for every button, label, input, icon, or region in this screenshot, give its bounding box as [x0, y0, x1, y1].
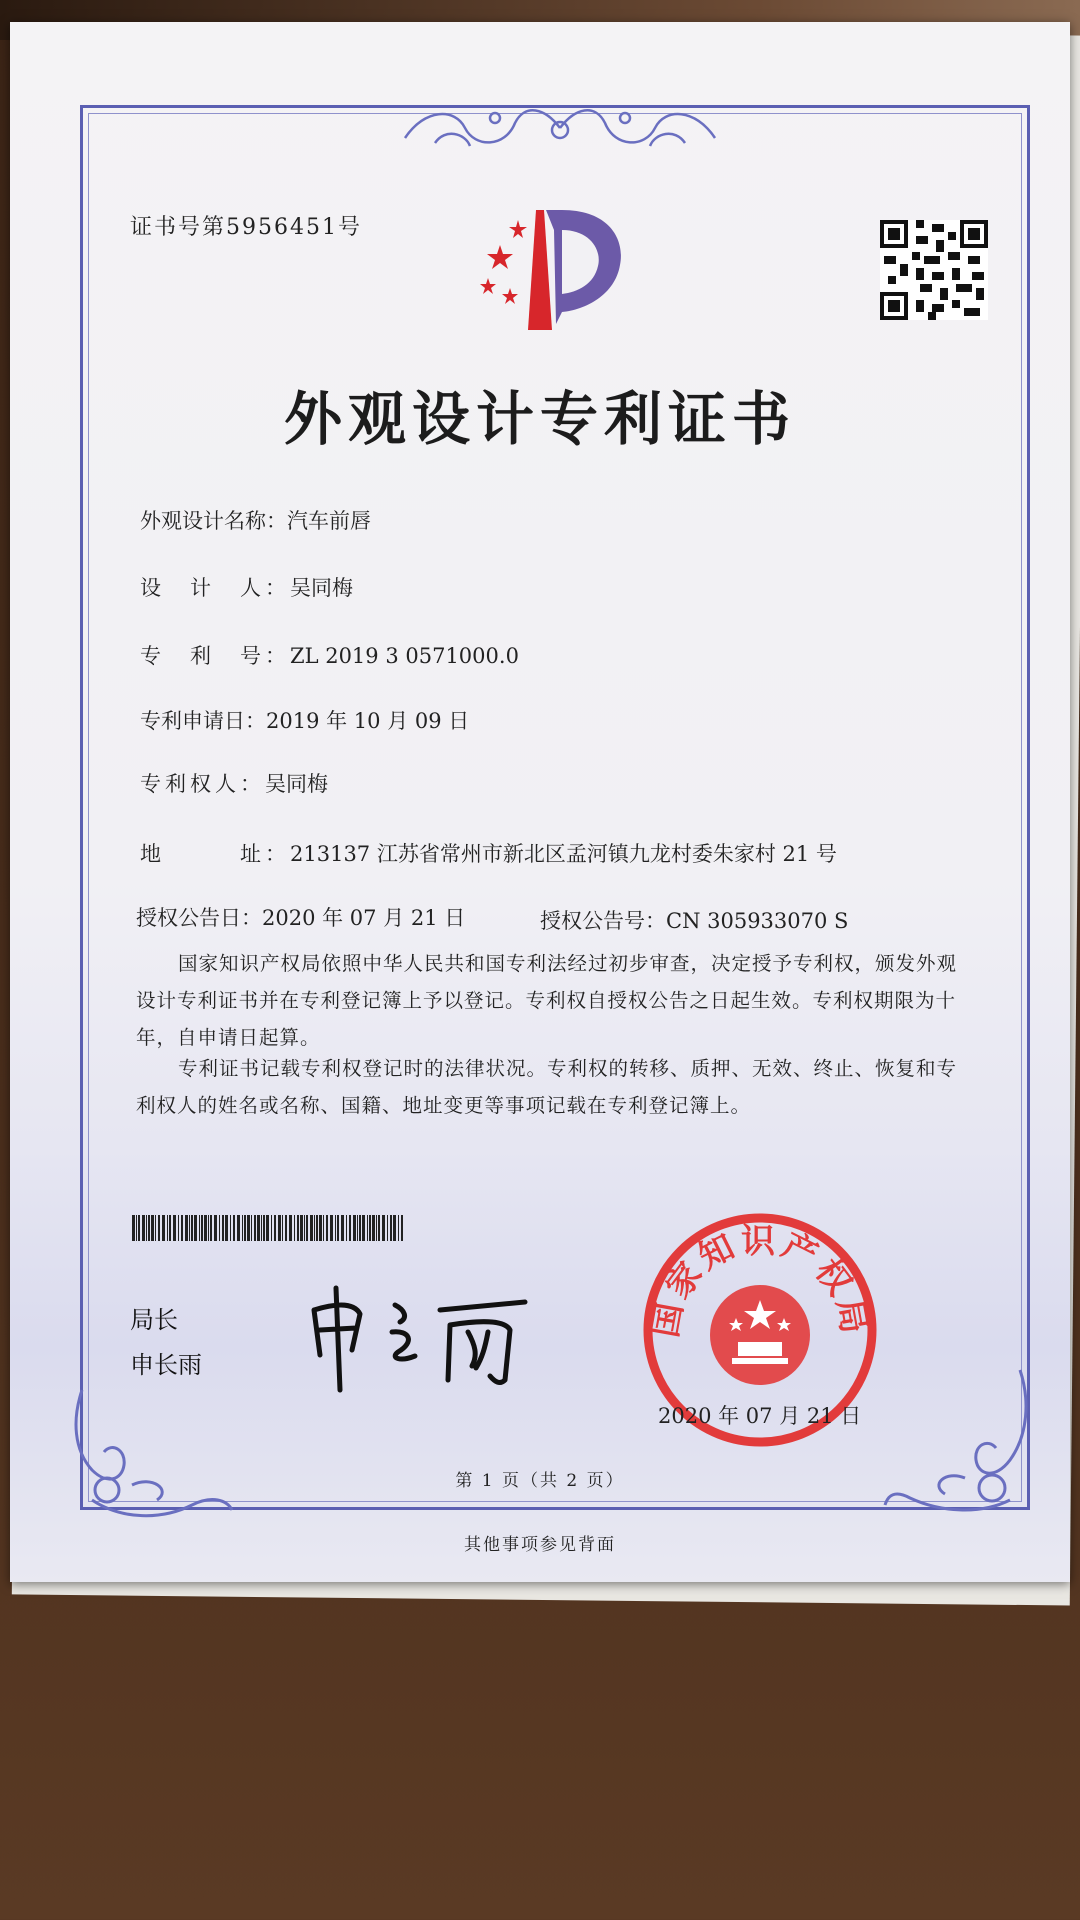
field-design-name — [140, 505, 371, 535]
bottom-right-ornament-icon — [880, 1360, 1040, 1520]
certificate-title: 外观设计专利证书 — [283, 385, 796, 453]
field-grant-number — [540, 905, 848, 935]
field-patentee — [140, 768, 328, 798]
field-label: 专利申请日： — [140, 709, 266, 733]
field-designer — [140, 572, 353, 602]
field-value: 吴同梅 — [290, 576, 353, 600]
page-indicator: 第 1 页（共 2 页） — [455, 1471, 625, 1491]
field-label: 设 计 人： — [140, 576, 290, 600]
field-value: 汽车前唇 — [287, 509, 371, 533]
director-title: 局长 — [130, 1306, 178, 1334]
field-label: 专利权人： — [140, 772, 265, 796]
field-value: 吴同梅 — [265, 772, 328, 796]
back-note: 其他事项参见背面 — [464, 1535, 616, 1555]
body-paragraph-1: 国家知识产权局依照中华人民共和国专利法经过初步审查，决定授予专利权，颁发外观设计专利证书并在专利登记簿上予以登记。专利权自授权公告之日起生效。专利权期限为十年，自申请日起算。 — [136, 952, 958, 1049]
field-grant-date — [136, 902, 465, 932]
field-value: 2019 年 10 月 09 日 — [266, 709, 470, 733]
top-ornament-icon — [395, 98, 725, 158]
field-label: 授权公告号： — [540, 909, 666, 933]
patent-office-logo-icon — [470, 200, 640, 340]
field-filing-date — [140, 705, 469, 735]
field-label: 外观设计名称： — [140, 509, 287, 533]
svg-text:国家知识产权局: 国家知识产权局 — [645, 1221, 875, 1341]
field-label: 地 址： — [140, 842, 290, 866]
field-patent-number — [140, 640, 519, 670]
qr-code-icon — [880, 220, 988, 320]
field-label: 授权公告日： — [136, 906, 262, 930]
field-value: 213137 江苏省常州市新北区孟河镇九龙村委朱家村 21 号 — [290, 842, 837, 866]
bottom-left-ornament-icon — [62, 1380, 242, 1530]
director-name: 申长雨 — [130, 1351, 202, 1379]
field-address — [140, 838, 837, 868]
body-paragraph-2: 专利证书记载专利权登记时的法律状况。专利权的转移、质押、无效、终止、恢复和专利权人的姓名或名称、国籍、地址变更等事项记载在专利登记簿上。 — [136, 1057, 958, 1117]
seal-date: 2020 年 07 月 21 日 — [658, 1404, 862, 1428]
certificate-number: 证书号第5956451号 — [130, 215, 362, 240]
barcode-icon — [132, 1215, 404, 1241]
field-value: 2020 年 07 月 21 日 — [262, 906, 466, 930]
field-label: 专 利 号： — [140, 644, 290, 668]
field-value: CN 305933070 S — [666, 909, 849, 933]
field-value: ZL 2019 3 0571000.0 — [290, 644, 519, 668]
director-signature-icon — [300, 1270, 540, 1400]
